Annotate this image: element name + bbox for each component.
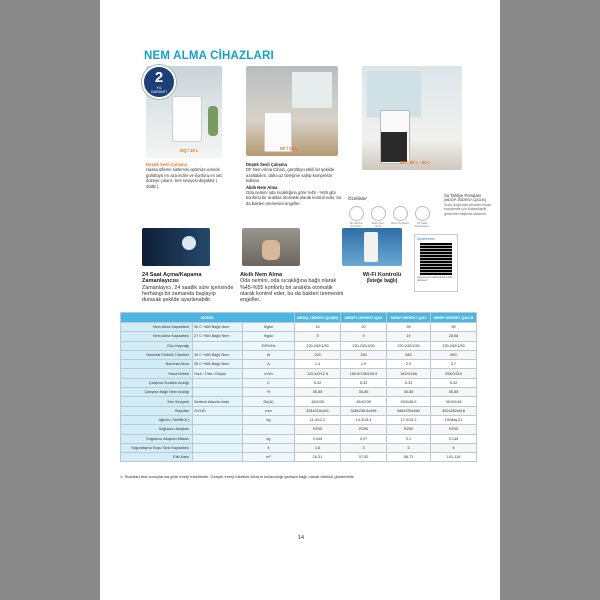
table-cell [193,425,243,434]
table-cell: 5-32 [341,378,387,387]
table-cell: 9 [341,332,387,341]
feature-title: Akıllı Nem Alma [240,272,283,278]
table-cell: 30 C %80 Bağıl Nem [193,360,243,369]
table-cell: 35-85 [387,388,431,397]
table-cell: 161/0/166 [387,369,431,378]
table-row [121,425,477,434]
feature-body: DF Nem Alma Cihazı, gürültüyü etkili bir şekilde azaltabilen, daha az titreşime sahip kompresör kullanır. [246,167,335,184]
feature-heading-features: Özellikler [348,196,367,201]
table-header-cell: MDDQ-15DEN7-QA3(R) [295,313,341,323]
table-cell: 0,1 [387,434,431,443]
capacity-label-2: DF / 20 L [280,146,298,151]
table-cell: R290 [295,425,341,434]
table-cell: Soğutucu Akışkan Miktarı [121,434,193,443]
table-cell: 160.6/135/106.9 [341,369,387,378]
table-cell: 334x224x441 [295,406,341,415]
feature-icons-row [347,206,439,228]
capacity-label-1: DQ / 15 L [180,148,199,153]
feature-title: 24 Saat Açma/Kapama Zamanlayıcısı [142,272,202,285]
table-row [121,360,477,369]
table-cell: 1.9 [341,360,387,369]
table-cell: 16-31 [295,453,341,462]
table-cell: Hızlı / Orta / Düşük [193,369,243,378]
feature-smart-humidity [240,272,344,303]
table-cell: mm [243,406,295,415]
table-cell: 0,07 [341,434,387,443]
table-cell: 37-52 [341,453,387,462]
table-cell: 122.4/0/12.6 [295,369,341,378]
table-cell [193,388,243,397]
table-cell: 2.9 [387,360,431,369]
feature-low-noise-2 [246,162,342,206]
phone-shape [364,232,378,262]
table-cell: 28,58 [431,332,477,341]
table-row [121,397,477,406]
table-row [121,378,477,387]
table-cell: Boyutlar [121,406,193,415]
table-row [121,415,477,424]
table-cell: 19 [387,332,431,341]
table-cell: 30 C %80 Bağıl Nem [193,323,243,332]
table-cell: 386x290x560 [387,406,431,415]
table-cell: 3.7 [431,360,477,369]
hand-shape [262,240,280,260]
table-cell: 50 [431,323,477,332]
table-row [121,453,477,462]
table-row [121,443,477,452]
table-cell: Hava Debisi [121,369,193,378]
table-cell: 392x282x616 [431,406,477,415]
table-cell: 1.4 [295,360,341,369]
qr-caption: Uygulamayı indirmek için kodu okutunuz [417,276,453,282]
table-cell: 17.0/19.2 [387,415,431,424]
smart-humidity-image [242,228,300,266]
table-row [121,369,477,378]
spec-table [120,312,477,462]
table-cell: 5-32 [431,378,477,387]
table-cell: Güç Kaynağı [121,341,193,350]
table-row [121,341,477,350]
window-shape [292,72,332,108]
table-cell: Db(A) [243,397,295,406]
table-cell: V/Ph/Hz [243,341,295,350]
table-row [121,406,477,415]
feature-low-noise-1 [146,162,228,189]
table-cell: Nem Alma Kapasitesi [121,323,193,332]
table-cell: 43/0/39 [295,397,341,406]
table-header-cell: MDDF7-20DEN7-QA3 [341,313,387,323]
table-cell: 11.4/12.2 [295,415,341,424]
table-cell: 220-240/1/50 [295,341,341,350]
qr-code-block [414,234,458,292]
table-cell: m² [243,453,295,462]
product-image-2 [246,66,338,156]
table-header-cell: MODEL [121,313,295,323]
timer-icon: 24 Saat Zamanlayıcı [413,206,431,228]
table-row [121,323,477,332]
table-cell: Soğutucu Akışkan [121,425,193,434]
table-cell: R290 [387,425,431,434]
page-number: 14 [298,535,305,541]
table-header-row [121,313,477,323]
feature-title: Akıllı Nem Alma [246,184,278,190]
table-cell: m3/h [243,369,295,378]
table-cell: Ses Seviyesi [121,397,193,406]
table-cell: 20 [341,323,387,332]
timer-image [142,228,210,266]
table-row [121,332,477,341]
feature-subtitle: (İsteğe bağlı) [366,278,398,285]
table-cell: 220-240/1/50 [431,341,477,350]
page-title: NEM ALMA CİHAZLARI [144,50,274,62]
table-cell: kg [243,415,295,424]
table-row [121,434,477,443]
table-cell: 19/May.21 [431,415,477,424]
table-cell: R290 [341,425,387,434]
table-cell [193,378,243,387]
table-cell: 5 [295,332,341,341]
table-cell [193,434,243,443]
table-cell: C [243,378,295,387]
table-cell: 0,045 [295,434,341,443]
table-cell [193,443,243,452]
table-cell: 30 [387,323,431,332]
table-row [121,350,477,359]
table-cell [243,425,295,434]
table-cell: 220-240/1/50 [387,341,431,350]
table-cell: 35-85 [341,388,387,397]
table-cell: 49,5/0/48 [431,397,477,406]
qr-code [420,243,452,275]
table-cell: Çalışma Sıcaklık Aralığı [121,378,193,387]
smarthome-logo: SmartHome [417,237,436,241]
table-cell: 850 [431,350,477,359]
table-cell: 253/0/310 [431,369,477,378]
smart-dry-icon: Akıllı Nem Alma [369,206,387,228]
table-cell: 3 [387,443,431,452]
table-cell: Serbest Alanda İmde [193,397,243,406]
table-cell: 220 [295,350,341,359]
feature-body: Oda nemini, oda sıcaklığına bağlı olarak %45-%55 konforlu bir aralıkta otomatik olarak kontrol eder, bu da bakteri üremesini engeller. [240,278,344,304]
dehumidifier-unit [172,96,202,142]
table-cell: 348x238.5x498 [341,406,387,415]
table-cell: 30 C %80 Bağıl Nem [193,350,243,359]
table-cell [193,453,243,462]
table-cell: 550 [387,350,431,359]
capacity-label-3: DP / 30 L - 50 L [400,160,431,165]
table-cell: 101-116 [431,453,477,462]
feature-wifi [352,272,412,285]
quiet-icon: Su Tahliye Pompası [347,206,365,228]
feature-body: Hassa üfleme sistemini optimize ederek gürültüyü en aza indirir ve konforu en üst düzeye çıkarır. Ses seviyesi düşüktür ( 40dB ). [146,167,222,189]
table-cell [193,415,243,424]
table-row [121,388,477,397]
table-cell: Çalışma Bağıl Nem Aralığı [121,388,193,397]
table-cell: lt/gün [243,323,295,332]
table-cell: W [243,350,295,359]
feature-water-pump: Su Tahliye Pompası (MDDP-50DEN7-QA3-B) Suyu doğrudan pisuare dışarı boşaltmak için kullanılabilir, görevinin başında kaldırılır. [444,193,492,216]
table-cell: lt/gün [243,332,295,341]
feature-timer [142,272,236,303]
table-cell: R290 [431,425,477,434]
table-cell: lt [243,443,295,452]
table-cell: 1,6 [295,443,341,452]
table-cell: Etki Alanı [121,453,193,462]
table-cell: 35-85 [431,388,477,397]
table-cell: kg [243,434,295,443]
feature-body: Oda nemini oda sıcaklığına göre %45 - %55 gibi konforlu bir aralıkta otomatik olarak kontrol eder, bu da bakteri üremesini engeller. [246,190,342,206]
table-cell: 3 [341,443,387,452]
table-cell: Nominal Elektrik Tüketimi [121,350,193,359]
table-cell: Ağırlık ( Net/Brüt ) [121,415,193,424]
table-header-cell: MDDP-50DEN7-QA3-B [431,313,477,323]
feature-title: Düşük Sesli Çalışma [146,162,187,167]
feature-title: Düşük Sesli Çalışma [246,162,287,167]
table-cell: 5-32 [387,378,431,387]
table-cell: Yoğunlaşma Suyu Tank Kapasitesi [121,443,193,452]
table-cell: 6 [431,443,477,452]
footnote: 1- Standart test sonuçlarına göre enerji tüketimidir. Gerçek enerji tüketimi cihazın kullanıldığı şartlara bağlı olarak farklılık gösterebilir. [120,474,355,479]
wifi-image [342,228,402,266]
product-image-3 [362,66,462,170]
table-cell: Nominal Akım [121,360,193,369]
table-cell: 58-73 [387,453,431,462]
table-cell: 330 [341,350,387,359]
table-cell: 5-32 [295,378,341,387]
catalog-page [100,0,500,600]
plant-shape [208,106,218,136]
warranty-badge: 2 YIL GARANTİ [142,65,176,99]
feature-body: Zamanlayıcı, 24 saatlik süre içerisinde herhangi bir zamanda başlayıp duracak şekilde ayarlanabilir. [142,284,234,304]
table-cell: A [243,360,295,369]
dehumidifier-panel [381,132,407,162]
table-cell: 0,145 [431,434,477,443]
glow-shape [182,236,196,250]
table-cell: Nem Alma Kapasitesi [121,332,193,341]
wifi-icon: Wi-Fi Kontrolü [391,206,409,225]
table-cell: 14.3/15.4 [341,415,387,424]
table-cell: 220-240/1/50 [341,341,387,350]
table-header-cell: MDDP-30DEN7-QA3 [387,313,431,323]
table-cell: 35-85 [295,388,341,397]
table-cell [193,341,243,350]
table-cell: 27 C %60 Bağıl Nem [193,332,243,341]
table-cell: % [243,388,295,397]
feature-title: Wi-Fi Kontrolü [362,272,402,278]
table-cell: GxYxD [193,406,243,415]
table-cell: 45/42/39 [341,397,387,406]
table-cell: 16 [295,323,341,332]
table-cell: 50/0/48.5 [387,397,431,406]
